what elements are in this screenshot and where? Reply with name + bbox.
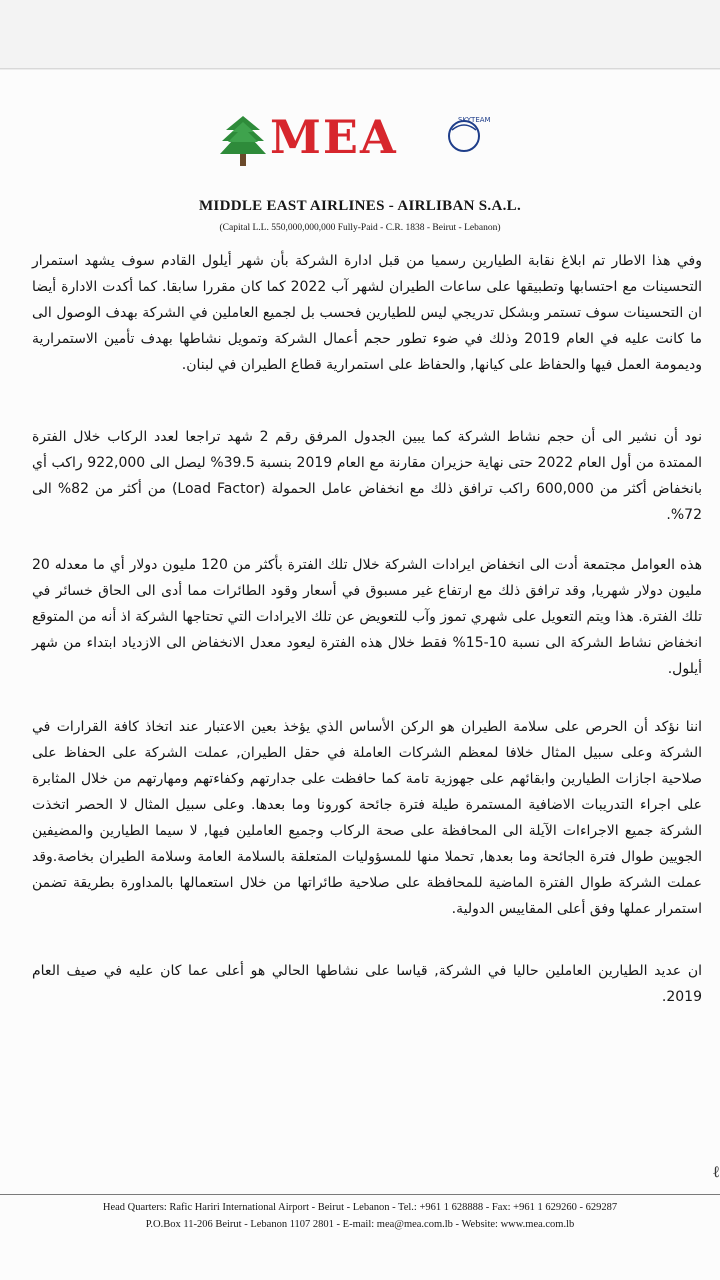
capital-line: (Capital L.L. 550,000,000,000 Fully-Paid - C.R. 1838 - Beirut - Lebanon) xyxy=(219,223,501,233)
skyteam-icon xyxy=(442,110,502,158)
paragraph-5: ان عديد الطيارين العاملين حاليا في الشركة, قياسا على نشاطها الحالي هو أعلى عما كان عليه في صيف العام 2019. xyxy=(32,963,702,1005)
handwritten-mark: ℓ xyxy=(712,1162,720,1181)
footer-divider xyxy=(0,1194,720,1195)
company-name: MIDDLE EAST AIRLINES - AIRLIBAN S.A.L. xyxy=(198,198,522,214)
viewer-top-bar xyxy=(0,0,720,69)
mea-logo-text: MEA xyxy=(270,110,398,164)
skyteam-logo-text: SKYTEAM xyxy=(458,116,491,124)
paragraph-4: اننا نؤكد أن الحرص على سلامة الطيران هو الركن الأساس الذي يؤخذ بعين الاعتبار عند اتخاذ كافة القرارات في الشركة وعلى سبيل المثال خلافا لمعظم الشركات العاملة في حقل الطيران, عملت الشركة على الحفاظ على صلاحية اجازات الطيارين وابقائهم على جهوزية تامة كما حافظت على جدارتهم وكفاءتهم ومهارتهم من خلال المثابرة على اجراء التدريبات الاضافية المستمرة طيلة فترة جائحة كورونا وما بعدها. وعلى سبيل المثال لا الحصر اتخذت الشركة جميع الاجراءات الآيلة الى المحافظة على صحة الركاب وجميع العاملين فيها, لا سيما الطيارين والمضيفين الجويين طوال فترة الجائحة وما بعدها, تحملا منها للمسؤوليات المتعلقة بالسلامة العامة وسلامة الطيران بخاصة.وقد عملت الشركة طوال الفترة الماضية للمحافظة على صلاحية طائراتها من خلال استعمالها بالمداورة بطريقة تضمن استمرار عملها وفق أعلى المقاييس الدولية. xyxy=(32,719,702,917)
mea-logo xyxy=(210,110,510,170)
letterhead xyxy=(0,110,720,233)
paragraph-1: وفي هذا الاطار تم ابلاغ نقابة الطيارين رسميا من قبل ادارة الشركة بأن شهر أيلول القادم سوف يشهد استمرار التحسينات مع احتسابها وتطبيقها على ساعات الطيران لشهر آب 2022 كما كان مقررا سابقا. كما أكدت الادارة أيضا ان التحسينات سوف تستمر وبشكل تدريجي ليس للطيارين فحسب بل لجميع العاملين في الشركة بهدف الوصول الى ما كانت عليه في العام 2019 وذلك في ضوء تطور حجم أعمال الشركة وتمويل نشاطها بهدف تأمين الاستمرارية وديمومة العمل فيها والحفاظ على كيانها, والحفاظ على استمرارية قطاع الطيران في لبنان. xyxy=(32,253,702,373)
footer-address: Head Quarters: Rafic Hariri International Airport - Beirut - Lebanon - Tel.: +961 1 628888 - Fax: +961 1 629260 - 629287 xyxy=(102,1202,618,1213)
document-page xyxy=(0,70,720,1280)
paragraph-2: نود أن نشير الى أن حجم نشاط الشركة كما يبين الجدول المرفق رقم 2 شهد تراجعا لعدد الركاب خلال الفترة الممتدة من أول العام 2022 حتى نهاية حزيران مقارنة مع العام 2019 بنسبة 39.5% ليصل الى 922,000 راكب أي بانخفاض أكثر من 600,000 راكب ترافق ذلك مع انخفاض عامل الحمولة (Load Factor) من أكثر من 82% الى 72%. xyxy=(32,429,702,523)
cedar-tree-icon xyxy=(218,114,268,168)
footer-contact: P.O.Box 11-206 Beirut - Lebanon 1107 2801 - E-mail: mea@mea.com.lb - Website: www.mea.com.lb xyxy=(145,1219,575,1230)
paragraph-3: هذه العوامل مجتمعة أدت الى انخفاض ايرادات الشركة خلال تلك الفترة بأكثر من 120 مليون دولار أي ما معدله 20 مليون دولار شهريا, وقد ترافق ذلك مع ارتفاع غير مسبوق في أسعار وقود الطائرات مما أدى الى الحاق خسائر في تلك الفترة. هذا ويتم التعويل على شهري تموز وآب للتعويض عن تلك الايرادات التي تحتاجها الشركة اذ أنه من المتوقع انخفاض نشاط الشركة الى نسبة 10-15% فقط خلال هذه الفترة ليعود معدل الانخفاض الى الازدياد ابتداء من شهر أيلول. xyxy=(32,557,702,677)
